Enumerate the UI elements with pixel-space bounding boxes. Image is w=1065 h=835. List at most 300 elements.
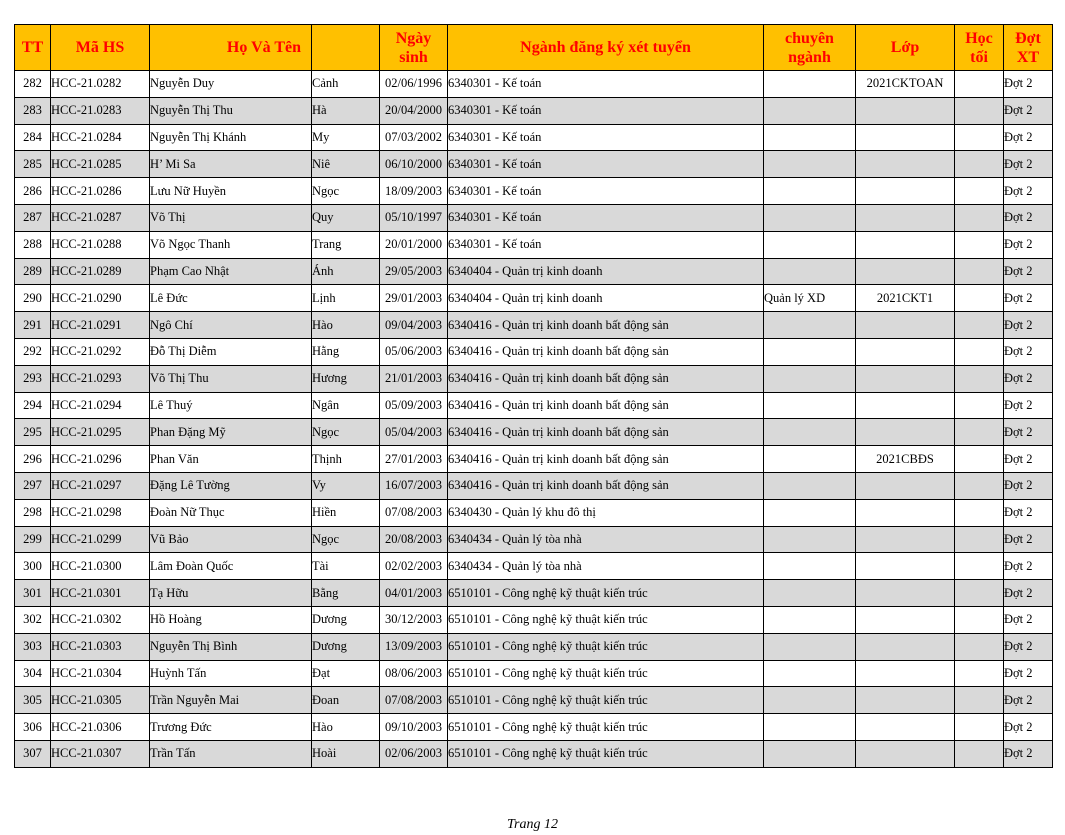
header-admission-round: Đợt XT [1004, 25, 1053, 71]
table-row [15, 553, 1053, 580]
row-student-code: HCC-21.0306 [51, 714, 150, 741]
row-major: 6510101 - Công nghệ kỹ thuật kiến trúc [448, 740, 764, 767]
row-first-name: Trần Tấn [150, 740, 312, 767]
row-specialization [764, 580, 856, 607]
row-first-name: Đoàn Nữ Thục [150, 499, 312, 526]
row-evening [955, 338, 1004, 365]
header-class: Lớp [856, 25, 955, 71]
row-last-name: Cảnh [312, 71, 380, 98]
row-student-code: HCC-21.0302 [51, 606, 150, 633]
row-date-of-birth: 29/01/2003 [380, 285, 448, 312]
row-date-of-birth: 05/09/2003 [380, 392, 448, 419]
table-row [15, 606, 1053, 633]
row-admission-round: Đợt 2 [1004, 660, 1053, 687]
row-date-of-birth: 20/04/2000 [380, 97, 448, 124]
row-date-of-birth: 20/08/2003 [380, 526, 448, 553]
row-major: 6510101 - Công nghệ kỹ thuật kiến trúc [448, 580, 764, 607]
row-tt: 285 [15, 151, 51, 178]
row-tt: 283 [15, 97, 51, 124]
row-date-of-birth: 05/06/2003 [380, 338, 448, 365]
row-last-name: Dương [312, 633, 380, 660]
table-row [15, 285, 1053, 312]
row-major: 6510101 - Công nghệ kỹ thuật kiến trúc [448, 606, 764, 633]
row-major: 6340434 - Quản lý tòa nhà [448, 553, 764, 580]
row-first-name: Lưu Nữ Huyền [150, 178, 312, 205]
row-last-name: Quy [312, 204, 380, 231]
row-specialization [764, 151, 856, 178]
row-class [856, 553, 955, 580]
row-class: 2021CBĐS [856, 446, 955, 473]
row-admission-round: Đợt 2 [1004, 392, 1053, 419]
row-tt: 296 [15, 446, 51, 473]
row-tt: 288 [15, 231, 51, 258]
row-tt: 305 [15, 687, 51, 714]
row-student-code: HCC-21.0298 [51, 499, 150, 526]
row-specialization [764, 258, 856, 285]
row-tt: 294 [15, 392, 51, 419]
row-first-name: Nguyễn Thị Thu [150, 97, 312, 124]
row-last-name: Đạt [312, 660, 380, 687]
row-evening [955, 660, 1004, 687]
row-evening [955, 446, 1004, 473]
row-admission-round: Đợt 2 [1004, 526, 1053, 553]
row-student-code: HCC-21.0288 [51, 231, 150, 258]
row-major: 6340416 - Quản trị kinh doanh bất động sản [448, 392, 764, 419]
row-last-name: Ngân [312, 392, 380, 419]
header-student-code: Mã HS [51, 25, 150, 71]
row-major: 6340416 - Quản trị kinh doanh bất động sản [448, 338, 764, 365]
table-row [15, 258, 1053, 285]
row-admission-round: Đợt 2 [1004, 178, 1053, 205]
row-last-name: Bằng [312, 580, 380, 607]
row-evening [955, 553, 1004, 580]
row-tt: 286 [15, 178, 51, 205]
row-specialization [764, 365, 856, 392]
table-row [15, 204, 1053, 231]
row-class [856, 419, 955, 446]
row-major: 6510101 - Công nghệ kỹ thuật kiến trúc [448, 633, 764, 660]
row-specialization [764, 446, 856, 473]
row-tt: 289 [15, 258, 51, 285]
row-admission-round: Đợt 2 [1004, 97, 1053, 124]
row-class [856, 178, 955, 205]
row-student-code: HCC-21.0285 [51, 151, 150, 178]
row-student-code: HCC-21.0290 [51, 285, 150, 312]
row-specialization [764, 472, 856, 499]
row-major: 6340404 - Quản trị kinh doanh [448, 285, 764, 312]
row-date-of-birth: 07/08/2003 [380, 687, 448, 714]
row-student-code: HCC-21.0301 [51, 580, 150, 607]
row-last-name: Vy [312, 472, 380, 499]
row-major: 6340301 - Kế toán [448, 231, 764, 258]
table-row [15, 365, 1053, 392]
row-major: 6340416 - Quản trị kinh doanh bất động sản [448, 446, 764, 473]
table-header [15, 25, 1053, 71]
row-class [856, 312, 955, 339]
row-tt: 291 [15, 312, 51, 339]
row-first-name: H’ Mi Sa [150, 151, 312, 178]
row-major: 6510101 - Công nghệ kỹ thuật kiến trúc [448, 714, 764, 741]
row-evening [955, 392, 1004, 419]
row-date-of-birth: 13/09/2003 [380, 633, 448, 660]
row-specialization [764, 419, 856, 446]
row-student-code: HCC-21.0303 [51, 633, 150, 660]
row-student-code: HCC-21.0296 [51, 446, 150, 473]
row-last-name: Ngọc [312, 178, 380, 205]
row-class [856, 526, 955, 553]
row-student-code: HCC-21.0291 [51, 312, 150, 339]
row-first-name: Đặng Lê Tường [150, 472, 312, 499]
table-row [15, 472, 1053, 499]
table-row [15, 71, 1053, 98]
table-row [15, 580, 1053, 607]
row-admission-round: Đợt 2 [1004, 714, 1053, 741]
row-tt: 284 [15, 124, 51, 151]
row-class [856, 97, 955, 124]
row-student-code: HCC-21.0289 [51, 258, 150, 285]
row-major: 6340430 - Quản lý khu đô thị [448, 499, 764, 526]
row-evening [955, 633, 1004, 660]
row-class [856, 606, 955, 633]
row-class [856, 231, 955, 258]
row-date-of-birth: 05/04/2003 [380, 419, 448, 446]
row-class [856, 687, 955, 714]
row-evening [955, 714, 1004, 741]
row-admission-round: Đợt 2 [1004, 285, 1053, 312]
row-evening [955, 606, 1004, 633]
row-specialization [764, 392, 856, 419]
table-row [15, 660, 1053, 687]
row-last-name: Lịnh [312, 285, 380, 312]
row-specialization [764, 97, 856, 124]
row-date-of-birth: 06/10/2000 [380, 151, 448, 178]
row-student-code: HCC-21.0293 [51, 365, 150, 392]
row-tt: 306 [15, 714, 51, 741]
row-admission-round: Đợt 2 [1004, 687, 1053, 714]
row-class [856, 338, 955, 365]
row-last-name: Dương [312, 606, 380, 633]
row-first-name: Lê Thuý [150, 392, 312, 419]
row-evening [955, 285, 1004, 312]
row-tt: 297 [15, 472, 51, 499]
row-class [856, 499, 955, 526]
row-evening [955, 312, 1004, 339]
row-tt: 293 [15, 365, 51, 392]
row-date-of-birth: 09/04/2003 [380, 312, 448, 339]
row-date-of-birth: 04/01/2003 [380, 580, 448, 607]
row-admission-round: Đợt 2 [1004, 338, 1053, 365]
row-specialization [764, 231, 856, 258]
row-class [856, 740, 955, 767]
row-specialization [764, 178, 856, 205]
row-major: 6340301 - Kế toán [448, 97, 764, 124]
row-first-name: Trần Nguyễn Mai [150, 687, 312, 714]
row-admission-round: Đợt 2 [1004, 312, 1053, 339]
row-last-name: Hào [312, 312, 380, 339]
row-date-of-birth: 27/01/2003 [380, 446, 448, 473]
row-tt: 287 [15, 204, 51, 231]
row-date-of-birth: 02/02/2003 [380, 553, 448, 580]
row-major: 6340416 - Quản trị kinh doanh bất động sản [448, 312, 764, 339]
page-number: Trang 12 [507, 817, 558, 832]
table-row [15, 419, 1053, 446]
row-class [856, 365, 955, 392]
row-evening [955, 124, 1004, 151]
row-first-name: Phan Văn [150, 446, 312, 473]
row-admission-round: Đợt 2 [1004, 151, 1053, 178]
row-student-code: HCC-21.0294 [51, 392, 150, 419]
header-date-of-birth: Ngày sinh [380, 25, 448, 71]
row-date-of-birth: 21/01/2003 [380, 365, 448, 392]
row-first-name: Nguyễn Thị Khánh [150, 124, 312, 151]
row-specialization [764, 499, 856, 526]
row-major: 6340301 - Kế toán [448, 71, 764, 98]
row-first-name: Vũ Bảo [150, 526, 312, 553]
row-student-code: HCC-21.0295 [51, 419, 150, 446]
row-date-of-birth: 02/06/1996 [380, 71, 448, 98]
row-date-of-birth: 07/08/2003 [380, 499, 448, 526]
row-first-name: Đỗ Thị Diễm [150, 338, 312, 365]
row-date-of-birth: 07/03/2002 [380, 124, 448, 151]
row-admission-round: Đợt 2 [1004, 633, 1053, 660]
row-specialization [764, 740, 856, 767]
row-first-name: Trương Đức [150, 714, 312, 741]
row-evening [955, 526, 1004, 553]
row-class [856, 633, 955, 660]
row-admission-round: Đợt 2 [1004, 124, 1053, 151]
row-date-of-birth: 29/05/2003 [380, 258, 448, 285]
row-tt: 304 [15, 660, 51, 687]
table-row [15, 231, 1053, 258]
row-evening [955, 231, 1004, 258]
row-specialization [764, 338, 856, 365]
row-date-of-birth: 20/01/2000 [380, 231, 448, 258]
row-class [856, 204, 955, 231]
row-date-of-birth: 16/07/2003 [380, 472, 448, 499]
table-row [15, 740, 1053, 767]
row-last-name: Niê [312, 151, 380, 178]
header-full-name-spacer [312, 25, 380, 71]
row-admission-round: Đợt 2 [1004, 365, 1053, 392]
table-row [15, 151, 1053, 178]
table-body [15, 71, 1053, 768]
row-admission-round: Đợt 2 [1004, 606, 1053, 633]
row-evening [955, 97, 1004, 124]
row-first-name: Võ Thị [150, 204, 312, 231]
row-major: 6510101 - Công nghệ kỹ thuật kiến trúc [448, 687, 764, 714]
row-date-of-birth: 09/10/2003 [380, 714, 448, 741]
table-row [15, 312, 1053, 339]
row-last-name: Tài [312, 553, 380, 580]
row-class [856, 258, 955, 285]
row-major: 6340301 - Kế toán [448, 124, 764, 151]
row-tt: 292 [15, 338, 51, 365]
row-last-name: Thịnh [312, 446, 380, 473]
row-first-name: Tạ Hữu [150, 580, 312, 607]
row-last-name: Hào [312, 714, 380, 741]
row-class: 2021CKTOAN [856, 71, 955, 98]
row-evening [955, 258, 1004, 285]
row-student-code: HCC-21.0300 [51, 553, 150, 580]
row-major: 6340301 - Kế toán [448, 151, 764, 178]
row-specialization [764, 633, 856, 660]
row-last-name: Ánh [312, 258, 380, 285]
table-row [15, 499, 1053, 526]
row-student-code: HCC-21.0283 [51, 97, 150, 124]
table-row [15, 526, 1053, 553]
row-major: 6340301 - Kế toán [448, 204, 764, 231]
table-row [15, 446, 1053, 473]
row-last-name: Hiền [312, 499, 380, 526]
row-date-of-birth: 02/06/2003 [380, 740, 448, 767]
row-first-name: Nguyễn Duy [150, 71, 312, 98]
header-major: Ngành đăng ký xét tuyển [448, 25, 764, 71]
row-first-name: Lâm Đoàn Quốc [150, 553, 312, 580]
row-evening [955, 740, 1004, 767]
row-class [856, 714, 955, 741]
row-student-code: HCC-21.0297 [51, 472, 150, 499]
table-row [15, 633, 1053, 660]
row-evening [955, 365, 1004, 392]
row-last-name: Đoan [312, 687, 380, 714]
row-admission-round: Đợt 2 [1004, 204, 1053, 231]
row-first-name: Ngô Chí [150, 312, 312, 339]
row-specialization [764, 660, 856, 687]
table-row [15, 687, 1053, 714]
row-student-code: HCC-21.0305 [51, 687, 150, 714]
row-admission-round: Đợt 2 [1004, 740, 1053, 767]
row-specialization [764, 204, 856, 231]
row-major: 6340416 - Quản trị kinh doanh bất động sản [448, 419, 764, 446]
row-specialization [764, 312, 856, 339]
row-admission-round: Đợt 2 [1004, 553, 1053, 580]
row-class [856, 660, 955, 687]
row-evening [955, 178, 1004, 205]
table-row [15, 714, 1053, 741]
row-first-name: Nguyễn Thị Bình [150, 633, 312, 660]
row-specialization [764, 526, 856, 553]
row-evening [955, 580, 1004, 607]
row-admission-round: Đợt 2 [1004, 580, 1053, 607]
row-class [856, 580, 955, 607]
row-tt: 295 [15, 419, 51, 446]
row-major: 6340404 - Quản trị kinh doanh [448, 258, 764, 285]
row-specialization [764, 606, 856, 633]
header-full-name: Họ Và Tên [150, 25, 312, 71]
row-date-of-birth: 30/12/2003 [380, 606, 448, 633]
header-specialization: chuyên ngành [764, 25, 856, 71]
row-evening [955, 419, 1004, 446]
row-student-code: HCC-21.0286 [51, 178, 150, 205]
row-last-name: Hương [312, 365, 380, 392]
row-last-name: Hoài [312, 740, 380, 767]
row-class [856, 472, 955, 499]
row-admission-round: Đợt 2 [1004, 446, 1053, 473]
row-last-name: Ngọc [312, 419, 380, 446]
table-row [15, 392, 1053, 419]
row-student-code: HCC-21.0307 [51, 740, 150, 767]
row-specialization [764, 553, 856, 580]
row-evening [955, 151, 1004, 178]
row-class: 2021CKT1 [856, 285, 955, 312]
row-major: 6510101 - Công nghệ kỹ thuật kiến trúc [448, 660, 764, 687]
row-student-code: HCC-21.0299 [51, 526, 150, 553]
row-last-name: Trang [312, 231, 380, 258]
row-student-code: HCC-21.0282 [51, 71, 150, 98]
row-class [856, 124, 955, 151]
row-evening [955, 472, 1004, 499]
row-admission-round: Đợt 2 [1004, 231, 1053, 258]
table-row [15, 97, 1053, 124]
row-admission-round: Đợt 2 [1004, 258, 1053, 285]
table-row [15, 178, 1053, 205]
row-first-name: Phan Đặng Mỹ [150, 419, 312, 446]
row-last-name: My [312, 124, 380, 151]
header-row [15, 25, 1053, 71]
row-student-code: HCC-21.0287 [51, 204, 150, 231]
row-tt: 290 [15, 285, 51, 312]
row-last-name: Ngọc [312, 526, 380, 553]
row-specialization: Quản lý XD [764, 285, 856, 312]
row-first-name: Hồ Hoàng [150, 606, 312, 633]
row-admission-round: Đợt 2 [1004, 419, 1053, 446]
row-date-of-birth: 05/10/1997 [380, 204, 448, 231]
row-evening [955, 499, 1004, 526]
row-first-name: Võ Ngọc Thanh [150, 231, 312, 258]
row-first-name: Phạm Cao Nhật [150, 258, 312, 285]
row-date-of-birth: 08/06/2003 [380, 660, 448, 687]
row-specialization [764, 71, 856, 98]
row-specialization [764, 687, 856, 714]
row-major: 6340416 - Quản trị kinh doanh bất động sản [448, 365, 764, 392]
row-first-name: Lê Đức [150, 285, 312, 312]
row-admission-round: Đợt 2 [1004, 71, 1053, 98]
row-specialization [764, 124, 856, 151]
student-roster-table [14, 24, 1053, 768]
row-major: 6340416 - Quản trị kinh doanh bất động sản [448, 472, 764, 499]
row-evening [955, 71, 1004, 98]
row-tt: 301 [15, 580, 51, 607]
row-tt: 298 [15, 499, 51, 526]
row-tt: 303 [15, 633, 51, 660]
row-first-name: Huỳnh Tấn [150, 660, 312, 687]
row-tt: 302 [15, 606, 51, 633]
row-date-of-birth: 18/09/2003 [380, 178, 448, 205]
row-first-name: Võ Thị Thu [150, 365, 312, 392]
row-tt: 307 [15, 740, 51, 767]
header-evening: Học tối [955, 25, 1004, 71]
row-major: 6340301 - Kế toán [448, 178, 764, 205]
row-student-code: HCC-21.0292 [51, 338, 150, 365]
row-tt: 300 [15, 553, 51, 580]
row-class [856, 392, 955, 419]
row-tt: 299 [15, 526, 51, 553]
row-specialization [764, 714, 856, 741]
row-admission-round: Đợt 2 [1004, 499, 1053, 526]
header-tt: TT [15, 25, 51, 71]
row-student-code: HCC-21.0284 [51, 124, 150, 151]
row-admission-round: Đợt 2 [1004, 472, 1053, 499]
row-evening [955, 687, 1004, 714]
table-row [15, 124, 1053, 151]
row-tt: 282 [15, 71, 51, 98]
row-last-name: Hà [312, 97, 380, 124]
row-class [856, 151, 955, 178]
row-major: 6340434 - Quản lý tòa nhà [448, 526, 764, 553]
row-student-code: HCC-21.0304 [51, 660, 150, 687]
row-last-name: Hằng [312, 338, 380, 365]
row-evening [955, 204, 1004, 231]
